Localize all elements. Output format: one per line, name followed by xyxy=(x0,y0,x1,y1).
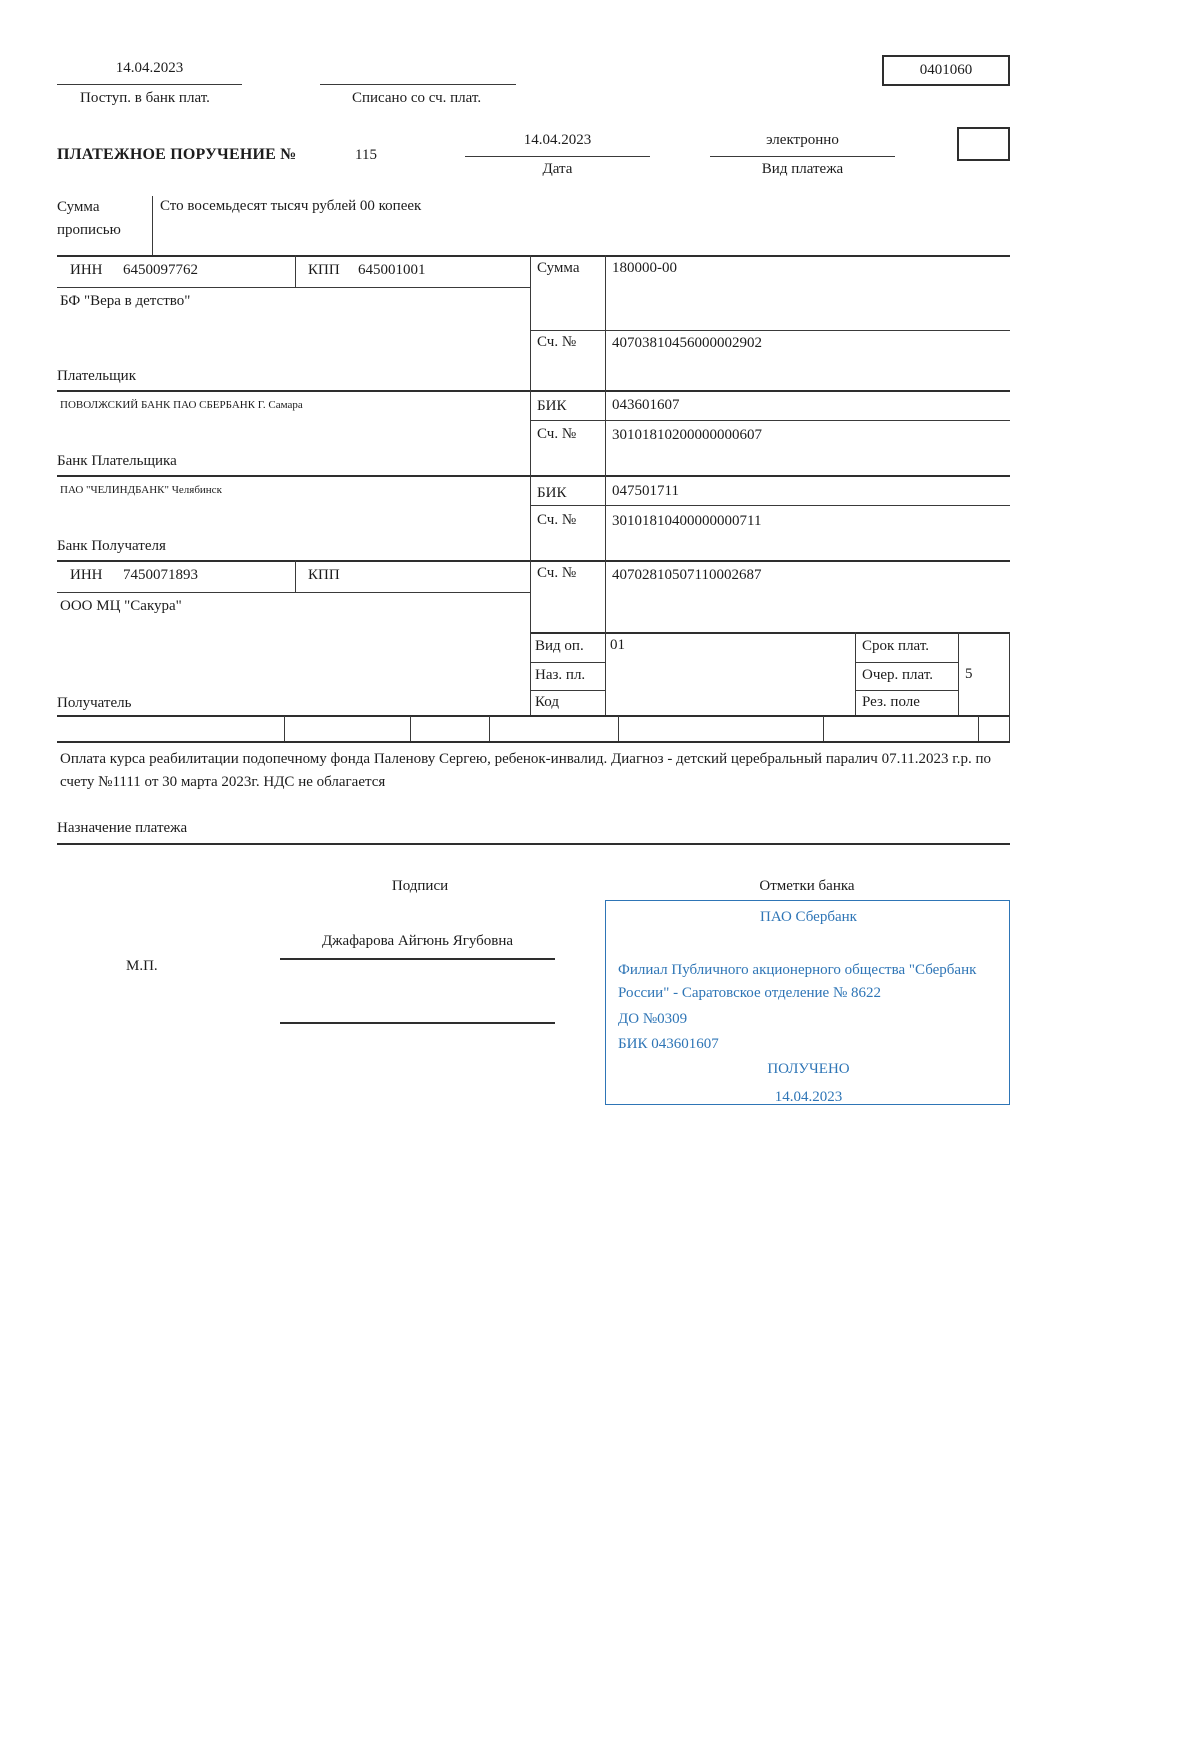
amount-words-label: Сумма прописью xyxy=(57,199,121,239)
table-border xyxy=(855,662,958,663)
table-border xyxy=(530,662,605,663)
table-border xyxy=(605,255,606,715)
signature-line-2 xyxy=(280,1022,555,1024)
table-border xyxy=(57,741,1010,743)
mp-label: М.П. xyxy=(126,958,158,974)
marks-row-divider xyxy=(284,716,285,741)
doc-title: ПЛАТЕЖНОЕ ПОРУЧЕНИЕ № xyxy=(57,146,297,163)
payer-bank-bik-value: 043601607 xyxy=(612,397,680,413)
naz-pl-label: Наз. пл. xyxy=(535,667,586,683)
receiver-kpp-label: КПП xyxy=(308,567,340,583)
stamp-bank-name: ПАО Сбербанк xyxy=(760,909,857,925)
receiver-bank-section-label: Банк Получателя xyxy=(57,538,166,554)
res-field-label: Рез. поле xyxy=(862,694,920,710)
payer-account-value: 40703810456000002902 xyxy=(612,335,762,351)
table-border xyxy=(530,690,605,691)
received-date-label: Поступ. в банк плат. xyxy=(80,90,210,106)
table-border xyxy=(855,690,958,691)
table-border xyxy=(57,255,1010,257)
debited-date-line xyxy=(320,84,516,85)
marks-row-divider xyxy=(823,716,824,741)
payer-kpp-label: КПП xyxy=(308,262,340,278)
stamp-branch: Филиал Публичного акционерного общества "Сбербанк России" - Саратовское отделение № 8622 xyxy=(618,962,977,1002)
receiver-bank-account-label: Сч. № xyxy=(537,512,577,528)
payer-bank-account-value: 30101810200000000607 xyxy=(612,427,762,443)
status-checkbox xyxy=(957,127,1010,161)
payer-name: БФ "Вера в детство" xyxy=(60,293,191,309)
amount-label: Сумма xyxy=(537,260,580,276)
payer-section-label: Плательщик xyxy=(57,368,136,384)
receiver-inn-label: ИНН xyxy=(70,567,103,583)
amount-words-value: Сто восемьдесят тысяч рублей 00 копеек xyxy=(160,198,422,214)
marks-row-divider xyxy=(489,716,490,741)
signature-line-1 xyxy=(280,958,555,960)
table-border xyxy=(530,420,1010,421)
payer-kpp-value: 645001001 xyxy=(358,262,426,278)
payer-bank-account-label: Сч. № xyxy=(537,426,577,442)
table-border xyxy=(295,560,296,592)
bank-marks-label: Отметки банка xyxy=(759,878,855,894)
doc-date-value: 14.04.2023 xyxy=(523,132,592,148)
payer-bank-bik-label: БИК xyxy=(537,398,567,414)
order-value: 5 xyxy=(965,666,973,682)
stamp-office: ДО №0309 xyxy=(618,1011,688,1027)
debited-date-label: Списано со сч. плат. xyxy=(352,90,482,106)
code-label: Код xyxy=(535,694,559,710)
marks-row-divider xyxy=(978,716,979,741)
receiver-account-value: 40702810507110002687 xyxy=(612,567,762,583)
payer-bank-name: ПОВОЛЖСКИЙ БАНК ПАО СБЕРБАНК Г. Самара xyxy=(60,399,303,411)
signatures-label: Подписи xyxy=(391,878,449,894)
receiver-inn-value: 7450071893 xyxy=(123,567,198,583)
table-border xyxy=(530,255,531,715)
table-border xyxy=(57,475,1010,477)
stamp-status: ПОЛУЧЕНО xyxy=(767,1061,850,1077)
payer-bank-section-label: Банк Плательщика xyxy=(57,453,177,469)
received-date-line xyxy=(57,84,242,85)
bank-stamp-box xyxy=(605,900,1010,1105)
payment-kind-line xyxy=(710,156,895,157)
op-kind-label: Вид оп. xyxy=(535,638,584,654)
receiver-bank-bik-value: 047501711 xyxy=(612,483,679,499)
table-border xyxy=(57,592,530,593)
table-border xyxy=(530,330,1010,331)
table-border xyxy=(1009,632,1010,741)
marks-row-divider xyxy=(410,716,411,741)
payer-inn-label: ИНН xyxy=(70,262,103,278)
payer-account-label: Сч. № xyxy=(537,334,577,350)
receiver-bank-bik-label: БИК xyxy=(537,485,567,501)
table-border xyxy=(57,390,1010,392)
receiver-name: ООО МЦ "Сакура" xyxy=(60,598,182,614)
receiver-bank-name: ПАО "ЧЕЛИНДБАНК" Челябинск xyxy=(60,484,222,496)
doc-date-line xyxy=(465,156,650,157)
signer-name: Джафарова Айгюнь Ягубовна xyxy=(321,933,514,949)
payment-kind-label: Вид платежа xyxy=(761,161,844,177)
table-border xyxy=(855,632,856,715)
receiver-section-label: Получатель xyxy=(57,695,132,711)
payer-inn-value: 6450097762 xyxy=(123,262,198,278)
receiver-bank-account-value: 30101810400000000711 xyxy=(612,513,762,529)
term-label: Срок плат. xyxy=(862,638,930,654)
table-border xyxy=(530,632,1010,634)
form-code-box: 0401060 xyxy=(882,55,1010,86)
op-kind-value: 01 xyxy=(610,637,625,653)
doc-number: 115 xyxy=(355,147,377,163)
payment-kind-value: электронно xyxy=(766,132,839,148)
table-border xyxy=(57,843,1010,845)
doc-date-label: Дата xyxy=(542,161,573,177)
table-border xyxy=(57,560,1010,562)
order-label: Очер. плат. xyxy=(862,667,933,683)
table-border xyxy=(958,632,959,715)
receiver-account-label: Сч. № xyxy=(537,565,577,581)
amount-value: 180000-00 xyxy=(612,260,677,276)
table-border xyxy=(530,505,1010,506)
purpose-section-label: Назначение платежа xyxy=(57,820,188,836)
purpose-text: Оплата курса реабилитации подопечному фонда Паленову Сергею, ребенок-инвалид. Диагноз - детский церебральный паралич 07.11.2023 г.р. по счету №1111 от 30 марта 2023г. НДС не облагается xyxy=(60,751,992,790)
received-date-value: 14.04.2023 xyxy=(115,60,184,76)
table-border xyxy=(57,715,1010,717)
amount-words-divider xyxy=(152,196,153,255)
marks-row-divider xyxy=(618,716,619,741)
table-border xyxy=(295,255,296,287)
table-border xyxy=(57,287,530,288)
stamp-bik: БИК 043601607 xyxy=(618,1036,719,1052)
stamp-date: 14.04.2023 xyxy=(774,1089,843,1105)
